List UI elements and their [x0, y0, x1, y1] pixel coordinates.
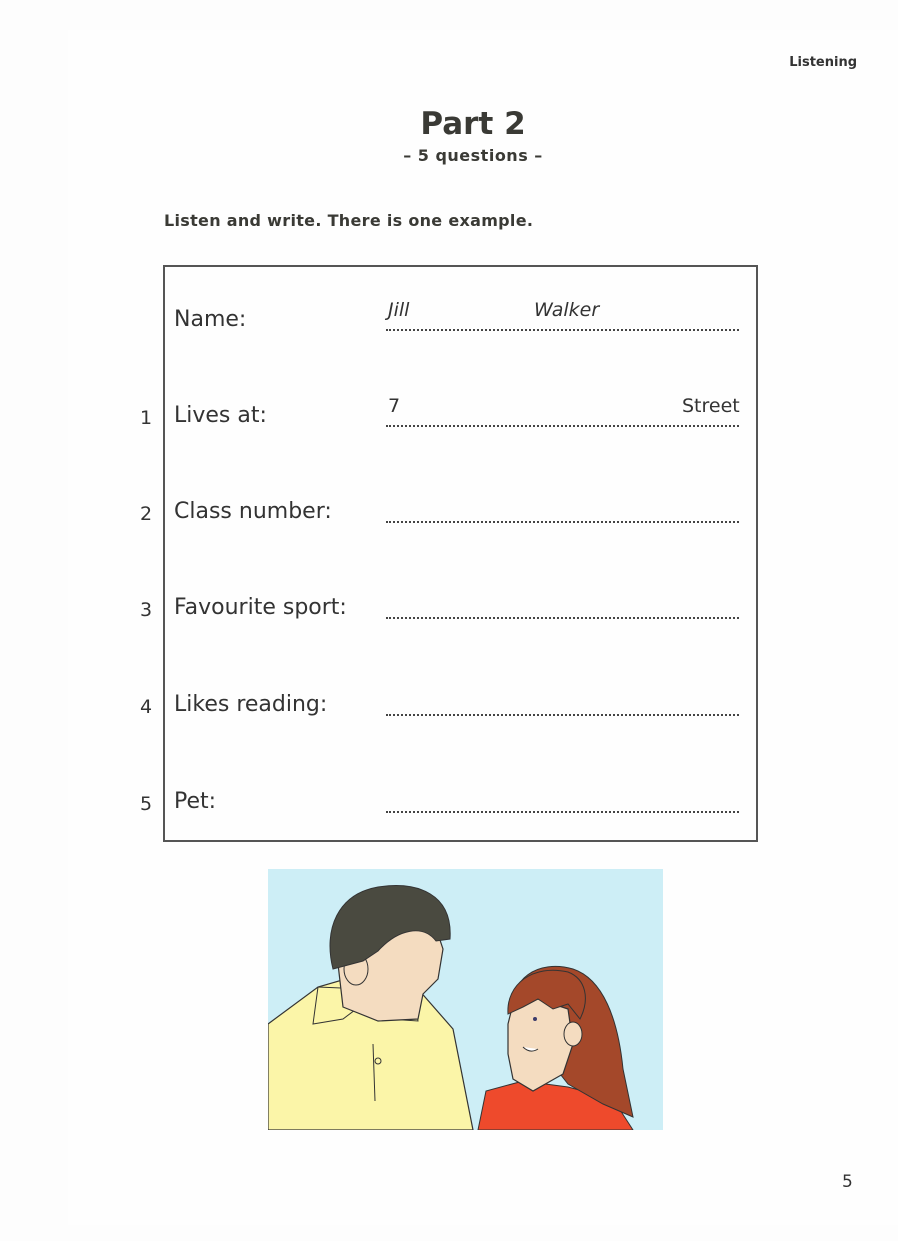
question-label: Lives at: [174, 403, 267, 428]
page-number: 5 [842, 1172, 853, 1192]
question-row-2 [0, 497, 760, 537]
address-suffix: Street [682, 395, 740, 417]
question-row-5 [0, 787, 760, 827]
answer-line-4[interactable] [386, 714, 739, 716]
instruction-text: Listen and write. There is one example. [164, 211, 534, 230]
part-title: Part 2 [420, 106, 526, 142]
answer-line-3[interactable] [386, 617, 739, 619]
example-answer-line [386, 329, 739, 331]
example-answer-first: Jill [388, 299, 410, 321]
question-row-1 [0, 395, 760, 441]
question-label: Class number: [174, 499, 332, 524]
question-row-4 [0, 690, 760, 730]
question-row-3 [0, 593, 760, 633]
question-label: Likes reading: [174, 692, 328, 717]
question-number: 4 [139, 696, 153, 718]
question-number: 5 [139, 793, 153, 815]
question-number: 2 [139, 503, 153, 525]
illustration-man-and-girl [268, 869, 663, 1130]
example-label: Name: [174, 307, 247, 332]
section-label: Listening [789, 55, 857, 70]
answer-line-5[interactable] [386, 811, 739, 813]
question-label: Favourite sport: [174, 595, 347, 620]
answer-line-1[interactable] [386, 425, 739, 427]
question-number: 3 [139, 599, 153, 621]
question-count: – 5 questions – [403, 146, 543, 165]
example-answer-last: Walker [534, 299, 600, 321]
address-prefix: 7 [388, 395, 401, 417]
question-number: 1 [139, 407, 153, 429]
answer-line-2[interactable] [386, 521, 739, 523]
example-row [0, 299, 760, 345]
answer-form-box [163, 265, 758, 842]
question-label: Pet: [174, 789, 217, 814]
